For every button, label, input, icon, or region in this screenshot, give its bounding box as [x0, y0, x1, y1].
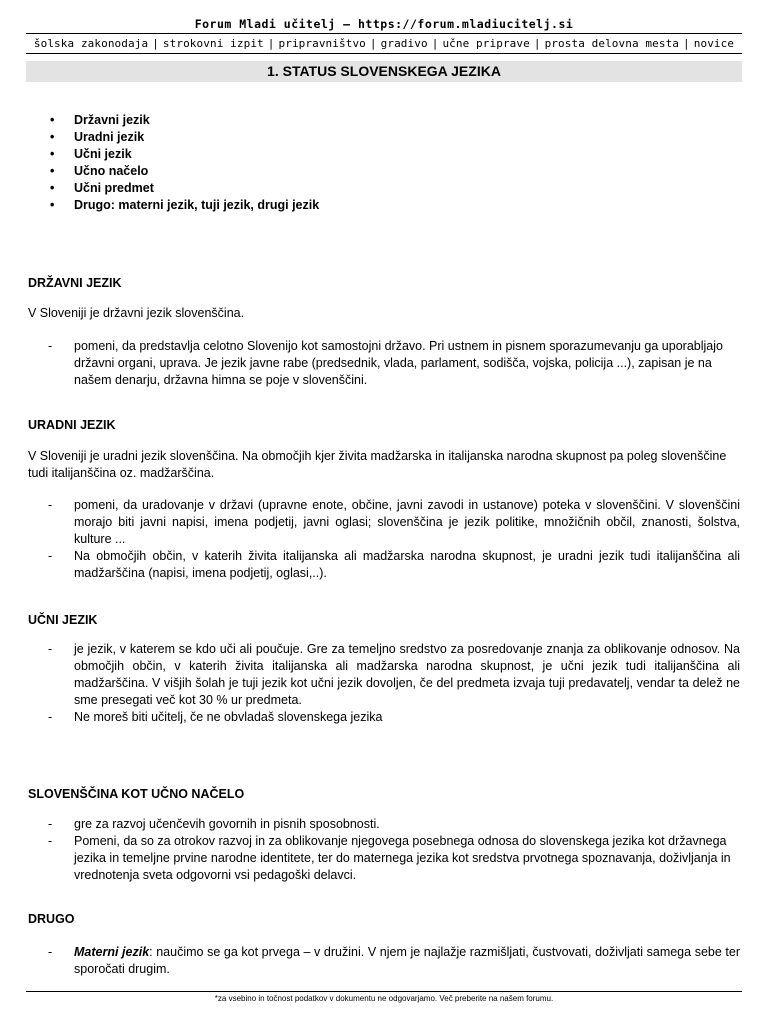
nav-link-ucne-priprave[interactable]: učne priprave: [442, 37, 530, 50]
nav-separator: |: [533, 37, 541, 50]
nav-link-solska-zakonodaja[interactable]: šolska zakonodaja: [33, 37, 149, 50]
list-item: - Ne moreš biti učitelj, če ne obvladaš slovenskega jezika: [48, 709, 740, 726]
top-nav: [0, 37, 768, 50]
footer-disclaimer: *za vsebino in točnost podatkov v dokumentu ne odgovarjamo. Več preberite na našem forumu.: [214, 994, 554, 1003]
dash-list-uradni: [48, 497, 740, 582]
list-item: • Učni jezik: [50, 146, 319, 163]
term-materni-jezik: Materni jezik: [74, 945, 150, 959]
nav-separator: |: [683, 37, 690, 50]
header-rule-bottom: [26, 53, 742, 54]
list-item: • Uradni jezik: [50, 129, 319, 146]
header-title: Forum Mladi učitelj – https://forum.mladiucitelj.si: [194, 17, 574, 31]
list-item: - pomeni, da uradovanje v državi (upravne enote, občine, javni zavodi in ustanove) poteka v slovenščini. V slovenščini morajo biti javni napisi, imena podjetij, javni oglasi; slovenščina je jezik politike, množičnih občil, znanosti, šolstva, kulture ...: [48, 497, 740, 548]
term-description: : naučimo se ga kot prvega – v družini. V njem je najlažje razmišljati, čustvovati, doživljati samega sebe ter sporočati drugim.: [74, 945, 740, 976]
paragraph-uradni-intro: V Sloveniji je uradni jezik slovenščina. Na območjih kjer živita madžarska in italijanska narodna skupnost pa poleg slovenščine tudi italijanščina oz. madžarščina.: [28, 449, 727, 480]
header-rule-top: [26, 33, 742, 34]
list-item: • Drugo: materni jezik, tuji jezik, drugi jezik: [50, 197, 319, 214]
list-item: [48, 944, 740, 978]
footer-rule: [26, 991, 742, 992]
nav-link-prosta-delovna-mesta[interactable]: prosta delovna mesta: [544, 37, 680, 50]
dash-list-drzavni: [48, 338, 740, 389]
section-title: 1. STATUS SLOVENSKEGA JEZIKA: [267, 63, 501, 79]
dash-list-ucni: [48, 641, 740, 726]
list-item: • Državni jezik: [50, 112, 319, 129]
heading-ucno-nacelo: SLOVENŠČINA KOT UČNO NAČELO: [28, 787, 245, 801]
list-item: - Na območjih občin, v katerih živita italijanska ali madžarska narodna skupnost, je uradni jezik tudi italijanščina ali madžarščina (napisi, imena podjetij, oglasi,..).: [48, 548, 740, 582]
list-item: - Pomeni, da so za otrokov razvoj in za oblikovanje njegovega posebnega odnosa do slovenskega jezika kot državnega jezika in temeljne prvine narodne identitete, ter do maternega jezika kot sredstva prvotnega spoznavanja, doživljanja in vrednotenja sveta odgovorni vsi pedagoški delavci.: [48, 833, 740, 884]
nav-link-pripravnistvo[interactable]: pripravništvo: [278, 37, 366, 50]
list-item: - gre za razvoj učenčevih govornih in pisnih sposobnosti.: [48, 816, 740, 833]
list-item: - pomeni, da predstavlja celotno Slovenijo kot samostojni državo. Pri ustnem in pisnem sporazumevanju ga uporabljajo državni organi, uprava. Je jezik javne rabe (predsednik, vlada, parlament, sodišča, vojska, policija ...), zapisan je na našem denarju, državna himna se poje v slovenščini.: [48, 338, 740, 389]
nav-link-novice[interactable]: novice: [693, 37, 735, 50]
heading-ucni-jezik: UČNI JEZIK: [28, 613, 98, 627]
dash-list-drugo: [48, 944, 740, 978]
nav-separator: |: [152, 37, 159, 50]
dash-list-nacelo: [48, 816, 740, 884]
list-item: - je jezik, v katerem se kdo uči ali poučuje. Gre za temeljno sredstvo za posredovanje znanja za oblikovanje odnosov. Na območjih občin, v katerih živita italijanska ali madžarska narodna skupnost, je učni jezik tudi italijanščina ali madžarščina. V višjih šolah je tuji jezik kot učni jezik dovoljen, če del predmeta izvaja tuji predavatelj, vendar ta delež ne sme presegati več kot 30 % ur predmeta.: [48, 641, 740, 709]
list-item: • Učno načelo: [50, 163, 319, 180]
heading-uradni-jezik: URADNI JEZIK: [28, 418, 116, 432]
paragraph-drzavni-intro: V Sloveniji je državni jezik slovenščina.: [28, 306, 245, 320]
nav-separator: |: [431, 37, 439, 50]
nav-link-strokovni-izpit[interactable]: strokovni izpit: [162, 37, 264, 50]
nav-link-gradivo[interactable]: gradivo: [380, 37, 428, 50]
heading-drugo: DRUGO: [28, 912, 75, 926]
nav-separator: |: [267, 37, 275, 50]
overview-list: [50, 112, 319, 214]
nav-separator: |: [369, 37, 377, 50]
heading-drzavni-jezik: DRŽAVNI JEZIK: [28, 276, 122, 290]
list-item: • Učni predmet: [50, 180, 319, 197]
